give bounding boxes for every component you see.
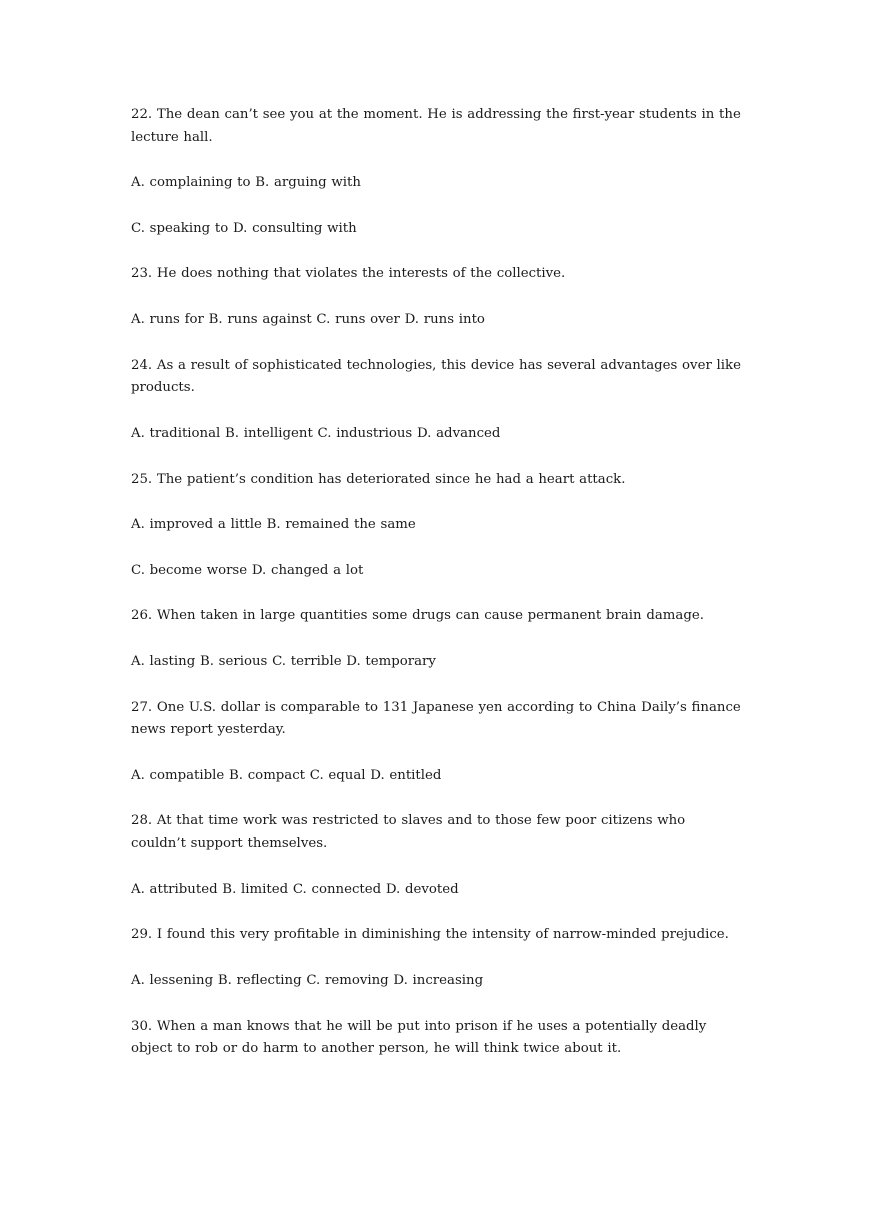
question-30: 30. When a man knows that he will be put into prison if he uses a potentially deadly object to rob or do harm to another person, he will think twice about it.	[131, 1018, 707, 1057]
question-27: 27. One U.S. dollar is comparable to 131 Japanese yen according to China Daily’s finance news report yesterday.	[131, 699, 741, 738]
options-25-ab: A. improved a little B. remained the same	[131, 517, 416, 533]
options-29: A. lessening B. reflecting C. removing D. increasing	[131, 972, 484, 988]
options-26: A. lasting B. serious C. terrible D. temporary	[131, 653, 436, 669]
question-24: 24. As a result of sophisticated technologies, this device has several advantages over like products.	[131, 357, 741, 396]
question-25: 25. The patient’s condition has deteriorated since he had a heart attack.	[131, 471, 626, 487]
question-29: 29. I found this very profitable in diminishing the intensity of narrow-minded prejudice.	[131, 927, 729, 943]
options-27: A. compatible B. compact C. equal D. entitled	[131, 767, 442, 783]
question-28: 28. At that time work was restricted to slaves and to those few poor citizens who couldn’t support themselves.	[131, 813, 686, 852]
question-23: 23. He does nothing that violates the interests of the collective.	[131, 266, 566, 282]
options-28: A. attributed B. limited C. connected D. devoted	[131, 881, 459, 897]
question-26: 26. When taken in large quantities some drugs can cause permanent brain damage.	[131, 608, 704, 624]
options-22-cd: C. speaking to D. consulting with	[131, 220, 357, 236]
options-22-ab: A. complaining to B. arguing with	[131, 175, 361, 191]
options-24: A. traditional B. intelligent C. industrious D. advanced	[131, 425, 501, 441]
options-23: A. runs for B. runs against C. runs over D. runs into	[131, 312, 485, 328]
question-22: 22. The dean can’t see you at the moment. He is addressing the first-year students in the lecture hall.	[131, 107, 741, 145]
options-25-cd: C. become worse D. changed a lot	[131, 562, 364, 578]
document-body	[131, 104, 741, 1084]
